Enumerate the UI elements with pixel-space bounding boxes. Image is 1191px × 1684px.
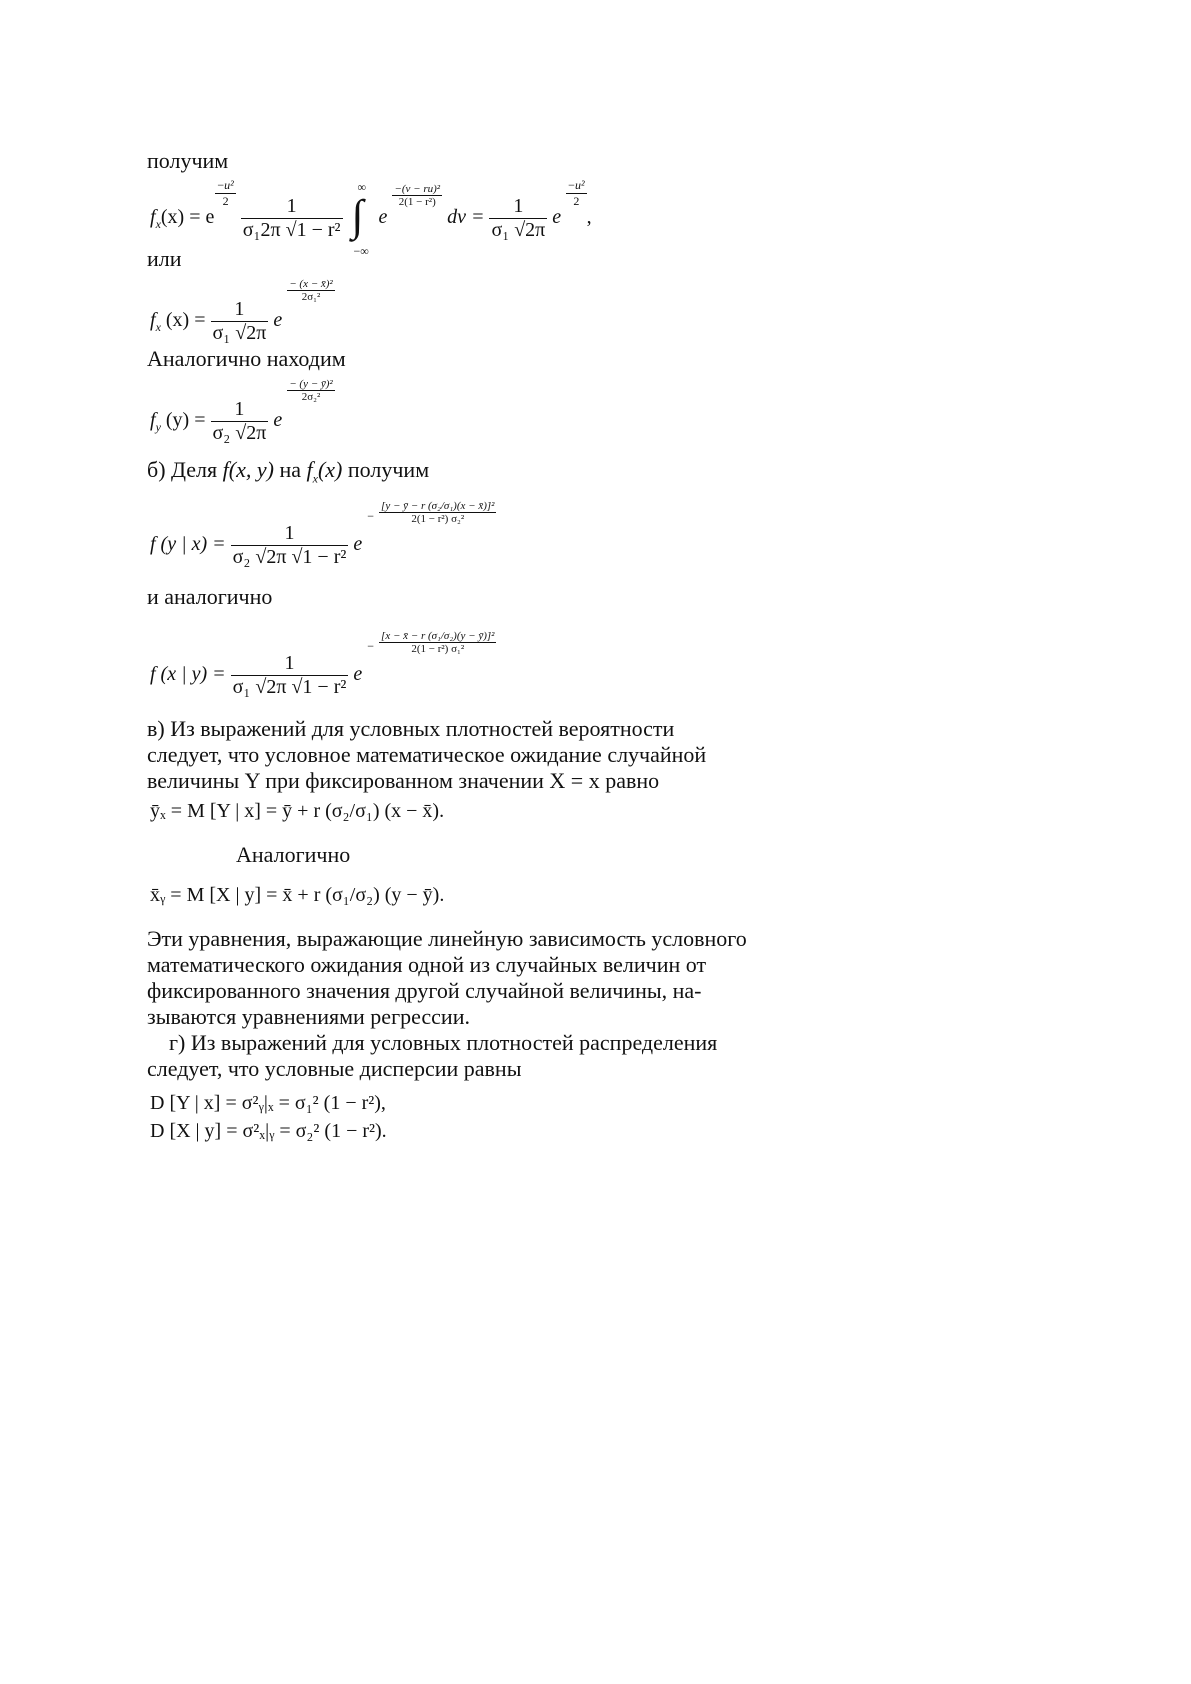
paragraph-g-line-1: г) Из выражений для условных плотностей распределения: [169, 1030, 718, 1055]
eq1-fraction-1: $\frac{1}{\text{σ₁2π √1 − r²}}$: [242, 194, 341, 241]
eq2-fraction: $\frac{1}{\text{σ₁ √2π}}$: [212, 297, 267, 344]
equation-f-y-given-x: f (y | x) = $\frac{1}{\text{σ₂ √2π √1 − r²}}$ e − $\frac{\text{[y − ȳ − r (σ₂/σ₁)(x − x̄)]²}}{\text{2(1 − r²) σ₂²}}$: [150, 500, 495, 568]
eq4-exponent: $\frac{\text{[y − ȳ − r (σ₂/σ₁)(x − x̄)]²}}{\text{2(1 − r²) σ₂²}}$: [381, 500, 495, 525]
equation-regression-x-on-y: x̄ᵧ = M [X | y] = x̄ + r (σ₁/σ₂) (y − ȳ).: [150, 884, 445, 906]
integral-sign: ∞ ∫ −∞: [351, 180, 369, 259]
paragraph-g: [147, 1030, 717, 1082]
equation-fx: $f_x$ (x) = $\frac{1}{\text{σ₁ √2π}}$ e $\frac{\text{− (x − x̄)²}}{\text{2σ₁²}}$: [150, 278, 333, 344]
eq1-dv: dv =: [447, 206, 485, 228]
eq4-fraction: $\frac{1}{\text{σ₂ √2π √1 − r²}}$: [232, 521, 347, 568]
paragraph-v-line-2: следует, что условное математическое ожидание случайной: [147, 742, 707, 767]
paragraph-v-line-1: в) Из выражений для условных плотностей вероятности: [147, 716, 675, 741]
equation-variance-x: D [X | y] = σ²ₓ|ᵧ = σ₂² (1 − r²).: [150, 1120, 387, 1142]
eq1-lhs-arg: (x) = e: [160, 206, 215, 228]
text-delya: б) Деля f(x, y) на $f_x(x)$ получим: [147, 457, 430, 486]
eq3-fraction: $\frac{1}{\text{σ₂ √2π}}$: [212, 397, 267, 444]
text-ili: или: [147, 246, 182, 271]
eq1-exponent-3: $\frac{\text{−u²}}{2}$: [568, 178, 585, 208]
paragraph-eti-line-3: фиксированного значения другой случайной величины, на-: [147, 978, 702, 1003]
equation-f-x-given-y: f (x | y) = $\frac{1}{\text{σ₁ √2π √1 − r²}}$ e − $\frac{\text{[x − x̄ − r (σ₁/σ₂)(y − ȳ)]²}}{\text{2(1 − r²) σ₁²}}$: [150, 630, 495, 698]
equation-fx-integral: $f_x(x) = e$ $\frac{\text{−u²}}{2}$ $\frac{1}{\text{σ₁2π √1 − r²}}$ ∞ ∫ −∞ e $\frac{\text{−(v − ru)²}}{\text{2(1 − r²)}}$ dv = $\frac{1}{\text{σ₁ √2π}}$ e $\frac{\text{−u²}}{2}$ ,: [150, 178, 592, 259]
paragraph-eti: [147, 926, 747, 1030]
paragraph-eti-line-1: Эти уравнения, выражающие линейную зависимость условного: [147, 926, 747, 951]
paragraph-eti-line-2: математического ожидания одной из случайных величин от: [147, 952, 707, 977]
paragraph-eti-line-4: зываются уравнениями регрессии.: [147, 1004, 470, 1029]
paragraph-v: [147, 716, 706, 794]
text-poluchim: получим: [147, 148, 229, 173]
eq1-lhs-sub: x: [155, 217, 161, 231]
text-i-analog: и аналогично: [147, 584, 273, 609]
eq1-exponent-2: $\frac{\text{−(v − ru)²}}{\text{2(1 − r²)}}$: [394, 183, 441, 208]
eq5-exponent: $\frac{\text{[x − x̄ − r (σ₁/σ₂)(y − ȳ)]²}}{\text{2(1 − r²) σ₁²}}$: [381, 630, 495, 655]
text-analog-2: Аналогично: [236, 842, 351, 867]
paragraph-v-line-3: величины Y при фиксированном значении X = x равно: [147, 768, 660, 793]
text-analog-naxodim: Аналогично находим: [147, 346, 346, 371]
eq5-fraction: $\frac{1}{\text{σ₁ √2π √1 − r²}}$: [232, 651, 347, 698]
eq2-exponent: $\frac{\text{− (x − x̄)²}}{\text{2σ₁²}}$: [289, 278, 333, 303]
equation-variance-y: D [Y | x] = σ²ᵧ|ₓ = σ₁² (1 − r²),: [150, 1092, 386, 1114]
eq1-exponent-1: $\frac{\text{−u²}}{2}$: [217, 178, 234, 208]
paragraph-g-line-2: следует, что условные дисперсии равны: [147, 1056, 522, 1081]
eq1-lhs: f: [150, 206, 156, 228]
equation-regression-y-on-x: ȳₓ = M [Y | x] = ȳ + r (σ₂/σ₁) (x − x̄).: [150, 800, 445, 822]
equation-fy: $f_y$ (y) = $\frac{1}{\text{σ₂ √2π}}$ e $\frac{\text{− (y − ȳ)²}}{\text{2σ₂²}}$: [150, 378, 333, 444]
eq1-fraction-2: $\frac{1}{\text{σ₁ √2π}}$: [491, 194, 546, 241]
eq3-exponent: $\frac{\text{− (y − ȳ)²}}{\text{2σ₂²}}$: [289, 378, 333, 403]
